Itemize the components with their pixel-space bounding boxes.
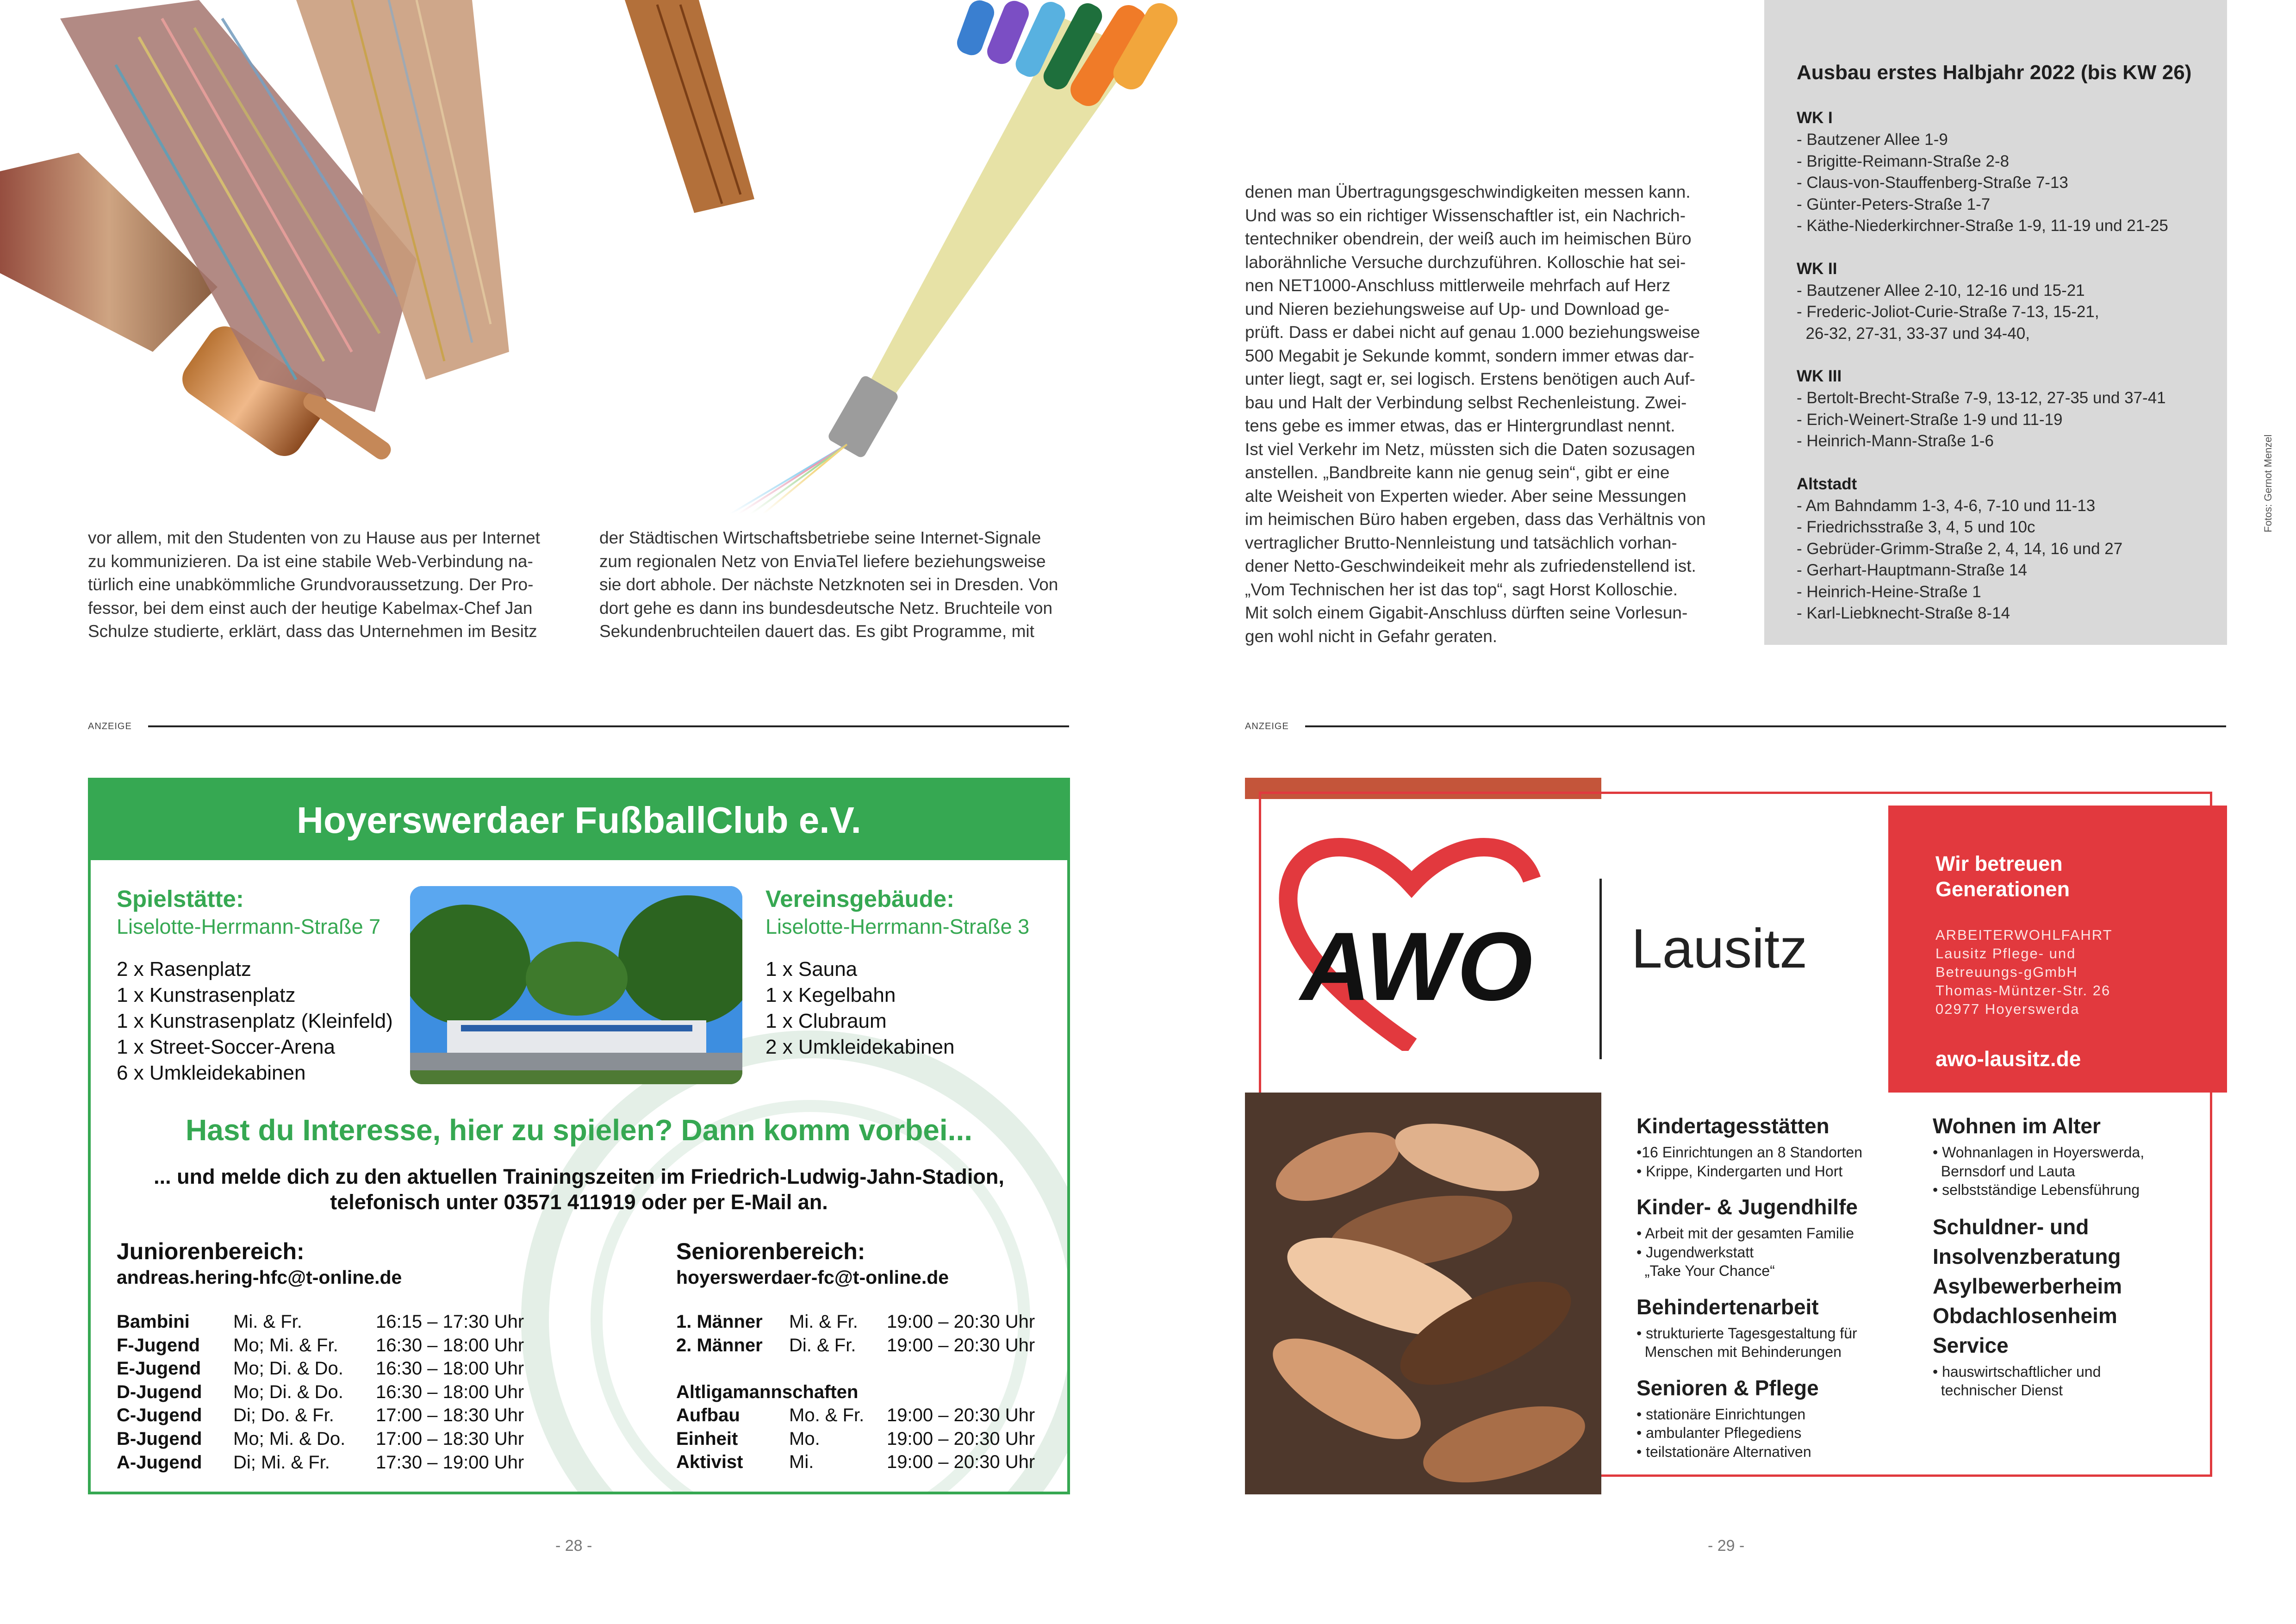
awo-heart-logo: [1273, 829, 1550, 1051]
text-line: „Vom Technischen her ist das top“, sagt Horst Kolloschie.: [1245, 580, 1678, 599]
service-heading: Senioren & Pflege: [1636, 1375, 1819, 1400]
text-line: unter liegt, sagt er, sei logisch. Erstens benötigen auch Auf-: [1245, 369, 1695, 388]
text-line: Ist viel Verkehr im Netz, müssten sich die Daten sozusagen: [1245, 439, 1695, 459]
facility-item: 1 x Kunstrasenplatz (Kleinfeld): [117, 1010, 393, 1032]
training-days: Mi. & Fr.: [789, 1312, 858, 1332]
facility-item: 6 x Umkleidekabinen: [117, 1062, 306, 1084]
service-item: • ambulanter Pflegediens: [1636, 1424, 1802, 1441]
team-name: 2. Männer: [676, 1335, 763, 1355]
team-name: A-Jugend: [117, 1452, 202, 1473]
team-name: 1. Männer: [676, 1312, 763, 1332]
training-time: 17:30 – 19:00 Uhr: [376, 1452, 524, 1473]
training-days: Di; Mi. & Fr.: [233, 1452, 330, 1473]
text-line: nen NET1000-Anschluss mittlerweile mehrfach auf Herz: [1245, 276, 1671, 295]
service-item: Menschen mit Behinderungen: [1636, 1343, 1842, 1360]
service-item: • Jugendwerkstatt: [1636, 1243, 1754, 1261]
org-line: Lausitz Pflege- und: [1935, 945, 2076, 962]
text-line: Sekundenbruchteilen dauert das. Es gibt Programme, mit: [599, 622, 1034, 641]
infobox-group-heading: WK I: [1797, 109, 1833, 127]
team-name: Bambini: [117, 1312, 190, 1332]
text-line: im heimischen Büro haben ergeben, dass das Verhältnis von: [1245, 510, 1706, 529]
training-days: Mo; Mi. & Fr.: [233, 1335, 338, 1355]
infobox-street-item: - Am Bahndamm 1-3, 4-6, 7-10 und 11-13: [1797, 496, 2096, 515]
text-line: vor allem, mit den Studenten von zu Hause aus per Internet: [88, 528, 540, 547]
service-heading: Wohnen im Alter: [1933, 1114, 2101, 1138]
service-item: • Wohnanlagen in Hoyerswerda,: [1933, 1144, 2145, 1161]
training-time: 17:00 – 18:30 Uhr: [376, 1405, 524, 1426]
infobox-title: Ausbau erstes Halbjahr 2022 (bis KW 26): [1797, 61, 2192, 84]
ad-label-right: ANZEIGE: [1245, 721, 1289, 731]
infobox-street-item: - Heinrich-Heine-Straße 1: [1797, 582, 1981, 601]
stadium-photo: [410, 886, 742, 1084]
training-days: Mo; Di. & Do.: [233, 1358, 343, 1379]
clubhouse-label: Vereinsgebäude:: [765, 886, 955, 912]
infobox-street-item: - Friedrichsstraße 3, 4, 5 und 10c: [1797, 518, 2035, 536]
facility-item: 2 x Rasenplatz: [117, 958, 252, 981]
text-line: sie dort abhole. Der nächste Netzknoten sei in Dresden. Von: [599, 575, 1058, 594]
text-line: alte Weisheit von Experten wieder. Aber seine Messungen: [1245, 486, 1686, 506]
text-line: Und was so ein richtiger Wissenschaftler ist, ein Nachrich-: [1245, 206, 1686, 225]
infobox-street-item: - Bautzener Allee 2-10, 12-16 und 15-21: [1797, 281, 2085, 300]
club-title: Hoyerswerdaer FußballClub e.V.: [91, 781, 1067, 860]
text-line: zu kommunizieren. Da ist eine stabile Web-Verbindung na-: [88, 551, 533, 571]
service-heading: Asylbewerberheim: [1933, 1274, 2122, 1298]
training-time: 16:30 – 18:00 Uhr: [376, 1335, 524, 1355]
text-line: dort gehe es dann ins bundesdeutsche Netz. Bruchteile von: [599, 598, 1053, 618]
facility-item: 1 x Street-Soccer-Arena: [117, 1036, 335, 1058]
cta-subline-1: ... und melde dich zu den aktuellen Trainingszeiten im Friedrich-Ludwig-Jahn-Stadion,: [154, 1165, 1004, 1188]
service-heading: Schuldner- und: [1933, 1214, 2089, 1239]
clubhouse-facilities: [765, 956, 954, 1060]
training-days: Mi.: [789, 1452, 814, 1473]
team-name: F-Jugend: [117, 1335, 200, 1355]
facility-item: 1 x Clubraum: [765, 1010, 887, 1032]
infobox-street-item: - Käthe-Niederkirchner-Straße 1-9, 11-19 und 21-25: [1797, 217, 2168, 235]
tagline-2: Generationen: [1935, 877, 2070, 901]
service-item: • Krippe, Kindergarten und Hort: [1636, 1162, 1843, 1180]
service-heading: Kinder- & Jugendhilfe: [1636, 1195, 1858, 1219]
text-line: tentechniker obendrein, der weiß auch im heimischen Büro: [1245, 229, 1692, 248]
ad-divider-left: [148, 725, 1069, 727]
text-line: fessor, bei dem einst auch der heutige Kabelmax-Chef Jan: [88, 598, 533, 618]
text-line: Schulze studierte, erklärt, dass das Unternehmen im Besitz: [88, 622, 537, 641]
training-days: Mo. & Fr.: [789, 1405, 865, 1425]
ad-divider-right: [1305, 725, 2226, 727]
article-column-1: [88, 526, 555, 643]
text-line: laborähnliche Versuche durchzuführen. Kolloschie hat sei-: [1245, 252, 1686, 272]
training-days: Di. & Fr.: [789, 1335, 856, 1355]
venue-facilities: [117, 956, 393, 1086]
article-column-3: [1245, 181, 1712, 648]
text-line: tens gebe es immer etwas, das er Hintergrundlast nennt.: [1245, 416, 1675, 435]
junior-section-title: Juniorenbereich:: [117, 1238, 305, 1264]
training-days: Mi. & Fr.: [233, 1312, 302, 1332]
infobox-street-item: - Erich-Weinert-Straße 1-9 und 11-19: [1797, 410, 2063, 429]
team-name: E-Jugend: [117, 1358, 201, 1379]
awo-region: Lausitz: [1631, 918, 1808, 980]
training-time: 16:30 – 18:00 Uhr: [376, 1381, 524, 1402]
text-line: anstellen. „Bandbreite kann nie genug sein“, gibt er eine: [1245, 463, 1670, 482]
service-item: • stationäre Einrichtungen: [1636, 1405, 1806, 1423]
team-name: Aktivist: [676, 1452, 743, 1473]
team-name: C-Jugend: [117, 1405, 202, 1426]
training-time: 17:00 – 18:30 Uhr: [376, 1428, 524, 1449]
infobox-street-item: - Karl-Liebknecht-Straße 8-14: [1797, 604, 2010, 622]
training-days: Mo; Di. & Do.: [233, 1381, 343, 1402]
rollout-infobox: [1764, 0, 2227, 645]
text-line: der Städtischen Wirtschaftsbetriebe seine Internet-Signale: [599, 528, 1041, 547]
infobox-group-heading: WK III: [1797, 367, 1842, 385]
training-days: Mo; Mi. & Do.: [233, 1428, 346, 1449]
facility-item: 2 x Umkleidekabinen: [765, 1036, 955, 1058]
article-column-2: [599, 526, 1067, 643]
infobox-street-item: - Brigitte-Reimann-Straße 2-8: [1797, 152, 2010, 170]
infobox-street-item: - Gebrüder-Grimm-Straße 2, 4, 14, 16 und 27: [1797, 539, 2123, 558]
text-line: und Nieren beziehungsweise auf Up- und Download ge-: [1245, 299, 1670, 319]
facility-item: 1 x Sauna: [765, 958, 858, 981]
team-name: D-Jugend: [117, 1381, 202, 1402]
infobox-street-item: - Günter-Peters-Straße 1-7: [1797, 195, 1991, 213]
service-heading: Obdachlosenheim: [1933, 1303, 2117, 1328]
training-time: 16:30 – 18:00 Uhr: [376, 1358, 524, 1379]
training-days: Mo.: [789, 1428, 820, 1449]
hands-together-photo: [1245, 1093, 1601, 1494]
service-item: • Arbeit mit der gesamten Familie: [1636, 1225, 1854, 1242]
text-line: gen wohl nicht in Gefahr geraten.: [1245, 626, 1498, 646]
service-item: technischer Dienst: [1933, 1382, 2063, 1399]
team-name: Einheit: [676, 1428, 738, 1449]
service-item: Bernsdorf und Lauta: [1933, 1162, 2075, 1180]
org-line: 02977 Hoyerswerda: [1935, 1001, 2080, 1017]
tagline-1: Wir betreuen: [1935, 852, 2063, 875]
awo-website-link[interactable]: awo-lausitz.de: [1935, 1047, 2081, 1071]
text-line: bau und Halt der Verbindung selbst Rechenleistung. Zwei-: [1245, 393, 1687, 412]
training-time: 19:00 – 20:30 Uhr: [887, 1452, 1035, 1473]
org-address: [1935, 926, 2113, 1018]
training-time: 19:00 – 20:30 Uhr: [887, 1312, 1035, 1332]
team-name: Aufbau: [676, 1405, 740, 1425]
awo-contact-box: [1888, 806, 2227, 1093]
venue-address: Liselotte-Herrmann-Straße 7: [117, 915, 381, 938]
call-to-action: Hast du Interesse, hier zu spielen? Dann komm vorbei...: [186, 1113, 972, 1147]
junior-email-link[interactable]: andreas.hering-hfc@t-online.de: [117, 1267, 402, 1288]
text-line: 500 Megabit je Sekunde kommt, sondern immer etwas dar-: [1245, 346, 1694, 365]
training-time: 16:15 – 17:30 Uhr: [376, 1312, 524, 1332]
cable-photo: [0, 0, 1259, 514]
infobox-group-heading: Altstadt: [1797, 475, 1857, 493]
page-number-left: - 28 -: [555, 1537, 592, 1555]
senior-email-link[interactable]: hoyerswerdaer-fc@t-online.de: [676, 1267, 949, 1288]
text-line: türlich eine unabkömmliche Grundvoraussetzung. Der Pro-: [88, 575, 534, 594]
service-item: •16 Einrichtungen an 8 Standorten: [1636, 1144, 1862, 1161]
service-item: • selbstständige Lebensführung: [1933, 1181, 2140, 1198]
cta-subline-2: telefonisch unter 03571 411919 oder per E-Mail an.: [330, 1190, 828, 1214]
altliga-title: [676, 1380, 858, 1404]
service-item: • hauswirtschaftlicher und: [1933, 1363, 2101, 1380]
text-line: denen man Übertragungsgeschwindigkeiten messen kann.: [1245, 182, 1691, 201]
venue-label: Spielstätte:: [117, 886, 244, 912]
infobox-street-item: - Heinrich-Mann-Straße 1-6: [1797, 432, 1994, 450]
training-days: Di; Do. & Fr.: [233, 1405, 334, 1426]
awo-advertisement: [1245, 778, 2227, 1494]
ad-label-left: ANZEIGE: [88, 721, 132, 731]
infobox-street-item: - Claus-von-Stauffenberg-Straße 7-13: [1797, 174, 2068, 192]
awo-logo-text: AWO: [1300, 912, 1533, 1021]
senior-section-title: Seniorenbereich:: [676, 1238, 865, 1264]
photo-credit: Fotos: Gernot Menzel: [2262, 434, 2274, 532]
logo-divider: [1599, 879, 1602, 1059]
clubhouse-address: Liselotte-Herrmann-Straße 3: [765, 915, 1030, 938]
page-number-right: - 29 -: [1708, 1537, 1745, 1555]
org-line: Thomas-Müntzer-Str. 26: [1935, 982, 2111, 999]
org-line: ARBEITERWOHLFAHRT: [1935, 927, 2113, 943]
infobox-street-item: 26-32, 27-31, 33-37 und 34-40,: [1797, 324, 2030, 343]
service-heading: Insolvenzberatung: [1933, 1244, 2121, 1268]
service-item: • teilstationäre Alternativen: [1636, 1443, 1811, 1460]
service-heading: Behindertenarbeit: [1636, 1294, 1819, 1319]
infobox-street-item: - Bautzener Allee 1-9: [1797, 131, 1948, 149]
org-line: Betreuungs-gGmbH: [1935, 964, 2078, 980]
service-item: „Take Your Chance“: [1636, 1262, 1775, 1279]
infobox-street-item: - Gerhart-Hauptmann-Straße 14: [1797, 561, 2027, 579]
altliga-label: Altligamannschaften: [676, 1382, 859, 1402]
service-heading: Kindertagesstätten: [1636, 1114, 1829, 1138]
infobox-street-item: - Frederic-Joliot-Curie-Straße 7-13, 15-21,: [1797, 303, 2099, 321]
training-time: 19:00 – 20:30 Uhr: [887, 1335, 1035, 1355]
infobox-street-item: - Bertolt-Brecht-Straße 7-9, 13-12, 27-35 und 37-41: [1797, 389, 2166, 407]
text-line: vertraglicher Brutto-Nennleistung und tatsächlich vorhan-: [1245, 533, 1677, 552]
training-time: 19:00 – 20:30 Uhr: [887, 1428, 1035, 1449]
infobox-group-heading: WK II: [1797, 259, 1837, 278]
text-line: dener Netto-Geschwindeikeit mehr als zufriedenstellend ist.: [1245, 556, 1696, 575]
service-heading: Service: [1933, 1333, 2009, 1357]
training-time: 19:00 – 20:30 Uhr: [887, 1405, 1035, 1425]
facility-item: 1 x Kegelbahn: [765, 984, 896, 1006]
facility-item: 1 x Kunstrasenplatz: [117, 984, 296, 1006]
text-line: zum regionalen Netz von EnviaTel liefere beziehungsweise: [599, 551, 1046, 571]
text-line: Mit solch einem Gigabit-Anschluss dürften seine Vorlesun-: [1245, 603, 1688, 622]
team-name: B-Jugend: [117, 1428, 202, 1449]
hfc-advertisement: [88, 778, 1070, 1494]
text-line: prüft. Dass er dabei nicht auf genau 1.000 beziehungsweise: [1245, 323, 1700, 342]
service-item: • strukturierte Tagesgestaltung für: [1636, 1324, 1857, 1342]
